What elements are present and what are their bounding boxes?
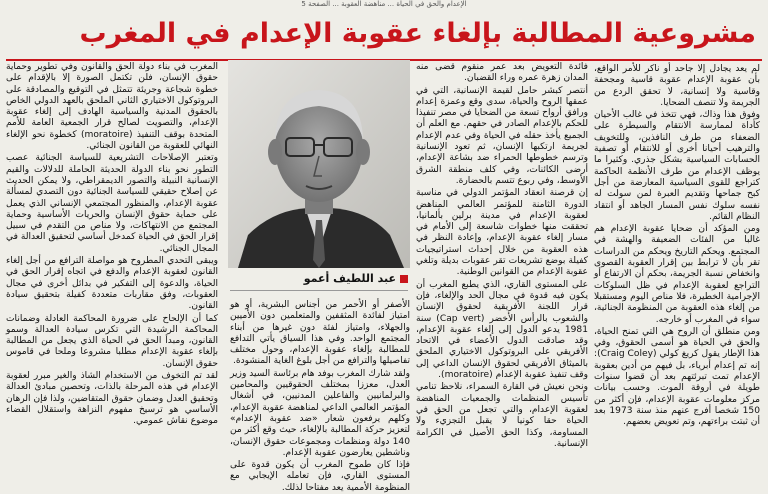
paragraph: الأصفر أو الأحمر من أجناس البشرية، أو هو امتياز لفائدة المثقفين والمتعلمين دون الأميين والجهلاء، وامتياز لفئة دون غيرها من أبناء المجتمع الواحد. وفي هذا السياق يأتي التدافع للمطالبة بإلغاء عقوبة الإعدام، وحول مختلف تفاصيلها والترافع من أجل بلوغ الغاية المنشودة. xyxy=(230,300,410,367)
top-strip: الإعدام والحق في الحياة ... مناهضة العقوبة ... الصفحة 5 xyxy=(301,0,467,8)
article-column-2 xyxy=(416,62,588,460)
paragraph: لم يعد يجادل إلا جاحد أو ناكر للأمر الواقع، بأن عقوبة الإعدام عقوبة قاسية ومجحفة وقاسية ولا إنسانية، لا تحقق الردع من الجريمة ولا تنصف الضحايا. xyxy=(594,64,760,108)
photo-caption xyxy=(230,268,408,291)
paragraph: ومن المؤكد أن ضحايا عقوبة الإعدام هم غالبا من الفئات الضعيفة والهشة في المجتمع. ويحكم التاريخ ويحكم من الدراسات تقر بأن لا ترابط بين إقرار العقوبة القصوى وانخفاض نسبة الجريمة، بحكم أن الارتفاع أو التراجع لعقوبة الإعدام في ظل السلوكات الإجرامية الخطيرة، فلا مناص اليوم ومستقبلا من إلغاء هذه العقوبة من المنظومة الجنائية، سواء في المغرب أو خارجه. xyxy=(594,224,760,325)
paragraph: وتعتبر الإصلاحات التشريعية للسياسة الجنائية عصب التطور نحو بناء الدولة الحديثة الحاملة للدلالات والقيم الإنسانية النبيلة والتصور الديمقراطي، ولا يمكن الحديث عن إصلاح حقيقي للسياسة الجنائية دون التصدي لمسألة عقوبة الإعدام، والمنظور المجتمعي الإنساني الذي يعمل على حماية حقوق الإنسان والحريات الأساسية وحماية المجتمع من الانتهاكات، ولا مناص من التقدم في سبيل إقرار الحق في الحياة كمدخل أساسي لتحقيق العدالة في المجال الجنائي. xyxy=(6,153,218,254)
paragraph: وفوق هذا وذاك، فهي تتخذ في غالب الأحيان كأداة لممارسة الانتقام والسيطرة على الضعفاء من طرف النافذين، وللتخويف والترهيب أحيانا أخرى أو للانتقام أو تصفية الحسابات السياسية بشكل جذري. وكثيرا ما يوظف الإعدام من طرف الأنظمة الحاكمة كتراجع للقوى السياسية المعارضة من أجل كبح جماحها وتقديم العبرة لمن سولت له نفسه سلوك نفس المسار الجاهد أو انتقاد النظام القائم. xyxy=(594,110,760,222)
article-column-4 xyxy=(6,62,218,460)
paragraph: ويبقى التحدي المطروح هو مواصلة الترافع من أجل إلغاء القانون لعقوبة الإعدام والدفع في اتجاه إقرار الحق في الحياة، والدعوة إلى التفكير في بدائل أخرى في مجال العقوبات، وفق مقاربات متعددة كفيلة بتحقيق سيادة القانون. xyxy=(6,256,218,312)
paragraph: كما أن الإلحاح على ضرورة المحاكمة العادلة وضمانات المحاكمة الرشيدة التي تكرس سيادة العدالة وسمو القانون، ومبدأ الحق في الحياة الذي يجعل من المطالبة بإلغاء عقوبة الإعدام مطلبا مشروعا وملحا في قاموس حقوق الإنسان. xyxy=(6,313,218,369)
caption-text: عبد اللطيف أعمو xyxy=(303,272,396,285)
headline: مشروعية المطالبة بإلغاء عقوبة الإعدام في المغرب xyxy=(79,18,756,49)
paragraph: فإذا كان طموح المغرب أن يكون قدوة على المستوى القاري، فإن تعامله الإيجابي مع المنظومة الأممية يعد مفتاحا لذلك. xyxy=(230,460,410,493)
paragraph: فائدة التعويض بعد عمر منقوم قضى منه المدان زهرة عمره وراء القضبان. xyxy=(416,62,588,84)
paragraph: إن قرصنة انعقاد المؤتمر الدولي في مناسبة الدورة الثامنة للمؤتمر العالمي المناهض لعقوبة الإعدام في مدينة برلين بألمانيا، تحققت منها خطوات شاسعة إلى الأمام في مسار إلغاء عقوبة الإعدام، وإعادة النظر في هذه العقوبة من خلال إحداث استراتيجيات كفيلة بوضع تشريعات تقر عقوبات بديلة وتلغي عقوبة الإعدام من القوانين الوطنية. xyxy=(416,188,588,278)
paragraph: على المستوى القاري، الذي يطبع المغرب أن يكون فيه قدوة في مجال الحد والإلغاء، فإن قرار اللجنة الأفريقية لحقوق الإنسان والشعوب بالرأس الأخضر (Cap vert) سنة 1981 يدعو الدول إلى إلغاء عقوبة الإعدام، وقد صادقت الدول الأعضاء في الاتحاد الأفريقي على البروتوكول الاختياري الملحق بالميثاق الأفريقي لحقوق الإنسان الداعي إلى وقف تنفيذ عقوبة الإعدام (moratoire). xyxy=(416,279,588,381)
square-bullet-icon xyxy=(400,275,408,283)
article-column-1 xyxy=(594,64,760,460)
article-column-3 xyxy=(230,300,410,493)
paragraph: ومن منطلق أن الروح هي التي تمنح الحياة، والحق في الحياة هو أسمى الحقوق، وفي هذا الإطار يقول كريغ كولي (Craig Coley): إنه تم إعدام أبرياء، بل فيهم من أدين بعقوبة الإعدام تمت تبرئتهم بعد أن قضوا سنوات طويلة في أروقة الموت. وحسب بيانات مركز معلومات عقوبة الإعدام، فإن أكثر من 150 شخصا أفرج عنهم منذ سنة 1973 بعد أن ثبتت براءتهم، وتم تعويض بعضهم. xyxy=(594,326,760,428)
paragraph: ونحن نعيش في القارة السمراء، نلاحظ تنامي تأسيس المنظمات والجمعيات المناهضة لعقوبة الإعدام، والتي تجعل من الحق في الحياة حقا كونيا لا يقبل التجزيء ولا المساومة، وكذا الحق الأصيل في الكرامة الإنسانية. xyxy=(416,382,588,449)
portrait-illustration xyxy=(228,60,410,268)
paragraph: المغرب في بناء دولة الحق والقانون وفي تطوير وحماية حقوق الإنسان، فلن تكتمل الصورة إلا بالإقدام على خطوة شجاعة وجريئة تتمثل في التوقيع والمصادقة على البروتوكول الاختياري الثاني الملحق بالعهد الدولي الخاص بالحقوق المدنية والسياسية الهادف إلى إلغاء عقوبة الإعدام، والتصويت لصالح قرار الجمعية العامة للأمم المتحدة بوقف التنفيذ (moratoire) كخطوة نحو الإلغاء النهائي للعقوبة من القانون الجنائي. xyxy=(6,62,218,152)
author-photo xyxy=(228,60,410,268)
paragraph: أنتصر كبشر حامل لقيمة الإنسانية، التي في عمقها الروح والحياة، سدى وقع وعمزة إعدام ورافق أرواح تسعة من الضحايا في مصر تنفيذا للحكم بالإعدام الصادر في حقهم. مع العلم أن الجميع يأخذ حقله في الحياة وفي عدم الإعدام لجريمة ارتكبها الإنسان، ثم تعود الإنسانية وترسم خطوطها الحمراء ضد بشاعة الإعدام، أرضى الكائنات، وفي كلف منطقة الشرق الأوسط، وفي ربوع تتسم بالحضارة. xyxy=(416,85,588,186)
paragraph: لقد تم التخوف من الاستخدام الشاذ والغير مبرر لعقوبة الإعدام في هذه المرحلة بالذات، وتحصين مبادئ العدالة وتحقيق العدل وضمان حقوق المتقاضين، ولذا فإن الرهان الأساسي هو ترسيخ مفهوم النزاهة واستقلال القضاء موضوع نقاش عمومي. xyxy=(6,371,218,427)
paragraph: ولقد شارك المغرب بوفد هام برئاسة السيد وزير العدل، معززا بمختلف الحقوقيين والمحامين والبرلمانيين والفاعلين المدنيين، في أشغال المؤتمر العالمي الداعي لمناهضة عقوبة الإعدام، وكلهم يرفعون شعار «ضد عقوبة الإعدام» لتعزيز حركة المطالبة بالإلغاء، حيث وقع أكثر من 140 دولة ومنظمات ومجموعات حقوق الإنسان، وناشطين يعارضون عقوبة الإعدام. xyxy=(230,368,410,458)
